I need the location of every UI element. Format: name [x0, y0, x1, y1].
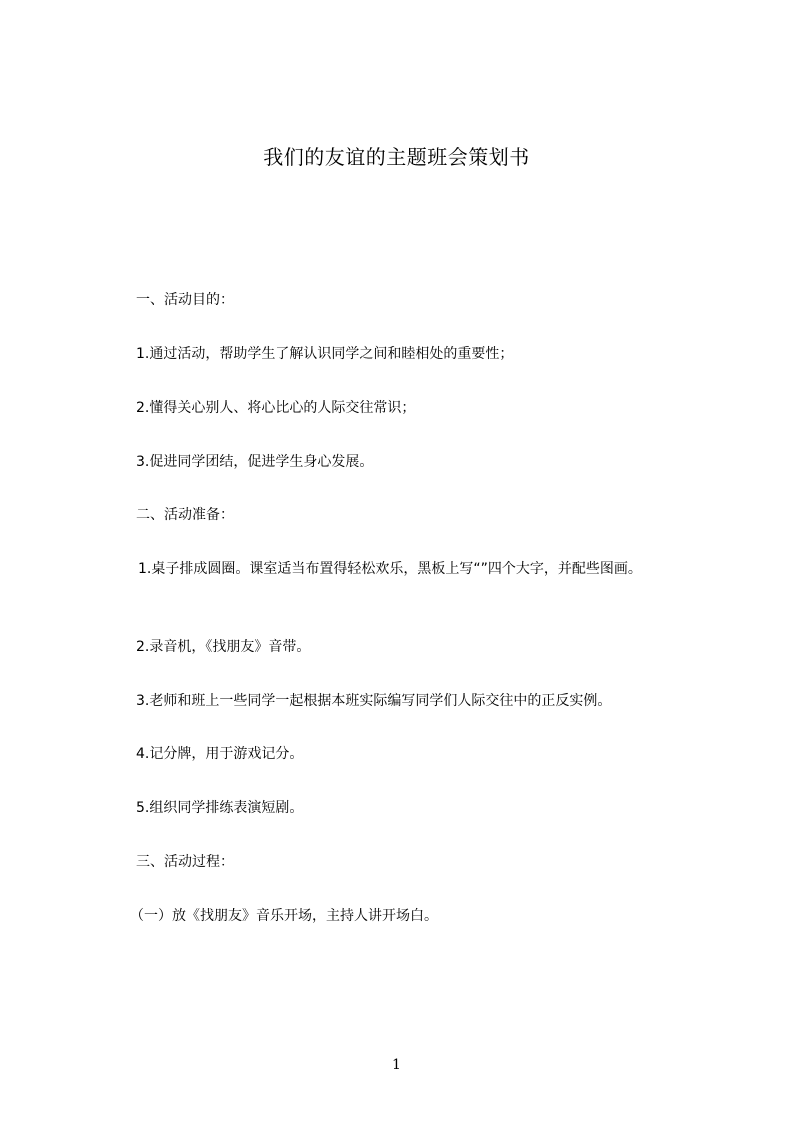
page-number: 1: [392, 1057, 401, 1073]
paragraph: 2.懂得关心别人、将心比心的人际交往常识；: [136, 400, 416, 416]
paragraph: 2.录音机，《找朋友》音带。: [136, 639, 311, 655]
section-heading-preparation: 二、活动准备：: [136, 507, 234, 523]
paragraph: 5.组织同学排练表演短剧。: [136, 800, 304, 816]
paragraph: 1.桌子排成圆圈。课室适当布置得轻松欢乐，黑板上写“”四个大字，并配些图画。: [138, 561, 642, 577]
paragraph: （一）放《找朋友》音乐开场，主持人讲开场白。: [130, 908, 438, 924]
document-title: 我们的友谊的主题班会策划书: [263, 145, 530, 169]
section-heading-process: 三、活动过程：: [136, 854, 234, 870]
paragraph: 1.通过活动，帮助学生了解认识同学之间和睦相处的重要性；: [136, 346, 514, 362]
paragraph: 4.记分牌，用于游戏记分。: [136, 746, 304, 762]
paragraph: 3.老师和班上一些同学一起根据本班实际编写同学们人际交往中的正反实例。: [136, 693, 612, 709]
paragraph: 3.促进同学团结，促进学生身心发展。: [136, 454, 374, 470]
section-heading-purpose: 一、活动目的：: [136, 292, 234, 308]
